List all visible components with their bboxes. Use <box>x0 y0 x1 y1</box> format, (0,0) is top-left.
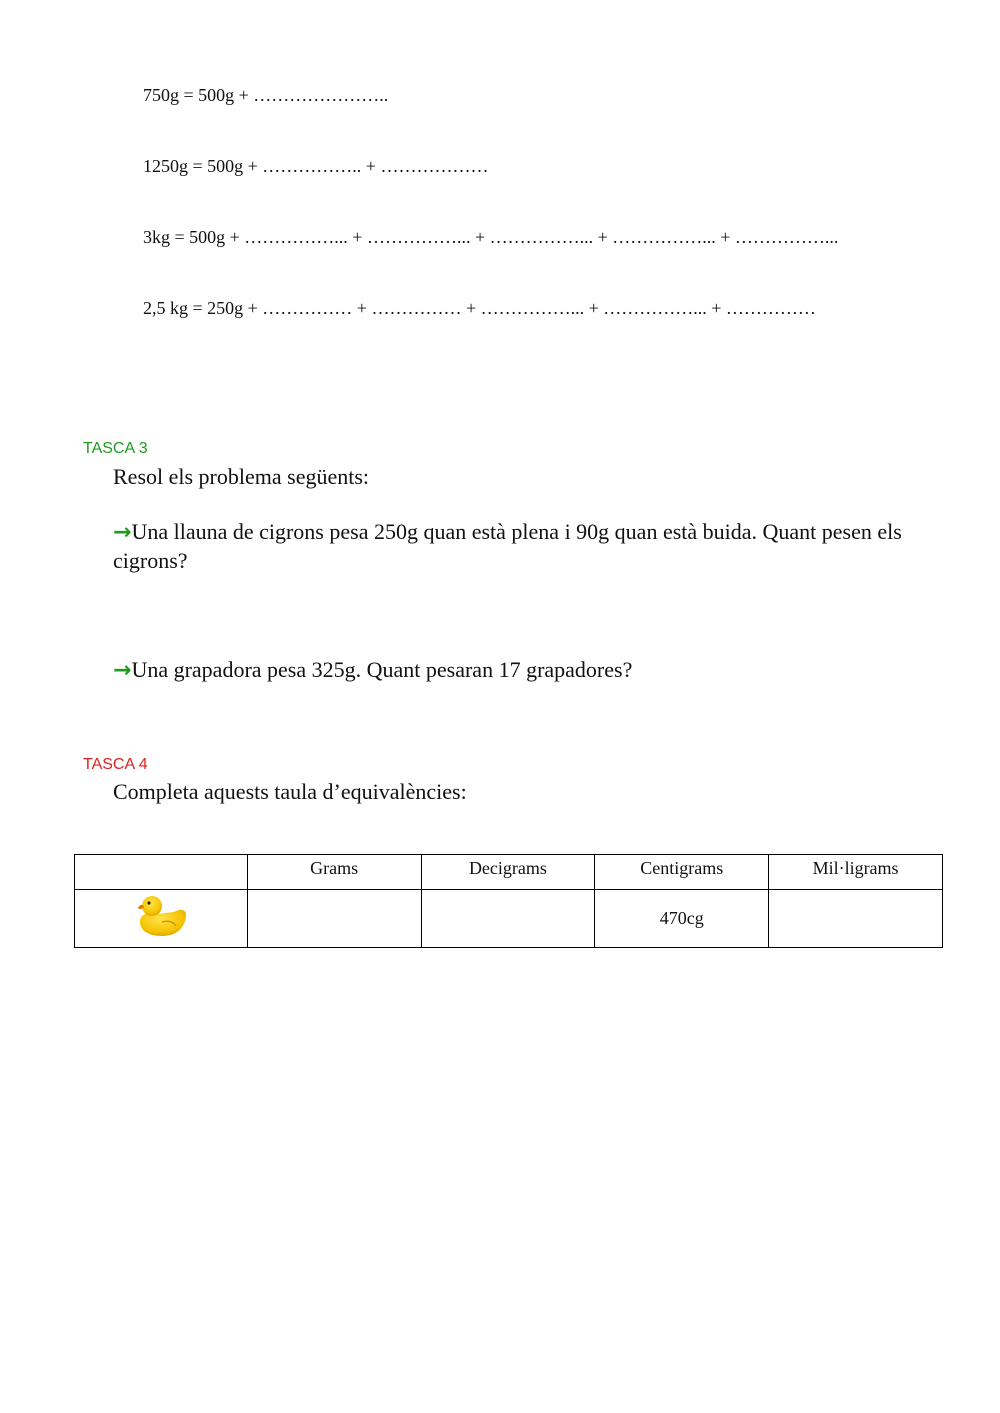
equivalence-table <box>74 854 943 948</box>
problem-1-text: Una llauna de cigrons pesa 250g quan està plena i 90g quan està buida. Quant pesen els cigrons? <box>113 519 902 573</box>
table-row <box>75 890 943 948</box>
centigrams-cell: 470cg <box>595 890 769 948</box>
header-grams: Grams <box>247 855 421 890</box>
grams-cell[interactable] <box>247 890 421 948</box>
arrow-right-icon: → <box>113 658 132 683</box>
equation-4: 2,5 kg = 250g + …………… + …………… + ……………... + ……………... + …………… <box>143 298 816 318</box>
task-3-intro: Resol els problema següents: <box>113 464 370 489</box>
duck-cell <box>75 890 248 948</box>
equation-3: 3kg = 500g + ……………... + ……………... + ……………... + ……………... + ……………... <box>143 227 839 247</box>
equation-2: 1250g = 500g + …………….. + ……………… <box>143 156 489 176</box>
header-milligrams: Mil·ligrams <box>769 855 943 890</box>
arrow-right-icon: → <box>113 520 132 545</box>
equation-1: 750g = 500g + ………………….. <box>143 85 389 105</box>
header-centigrams: Centigrams <box>595 855 769 890</box>
header-empty <box>75 855 248 890</box>
header-decigrams: Decigrams <box>421 855 595 890</box>
problem-2-text: Una grapadora pesa 325g. Quant pesaran 17 grapadores? <box>131 657 633 682</box>
problem-2 <box>113 656 923 685</box>
milligrams-cell[interactable] <box>769 890 943 948</box>
table-header-row <box>75 855 943 890</box>
task-4-label: TASCA 4 <box>83 756 148 773</box>
rubber-duck-image <box>134 892 188 940</box>
task-4-intro: Completa aquests taula d’equivalències: <box>113 779 467 804</box>
problem-1 <box>113 518 923 575</box>
decigrams-cell[interactable] <box>421 890 595 948</box>
task-3-label: TASCA 3 <box>83 440 148 457</box>
